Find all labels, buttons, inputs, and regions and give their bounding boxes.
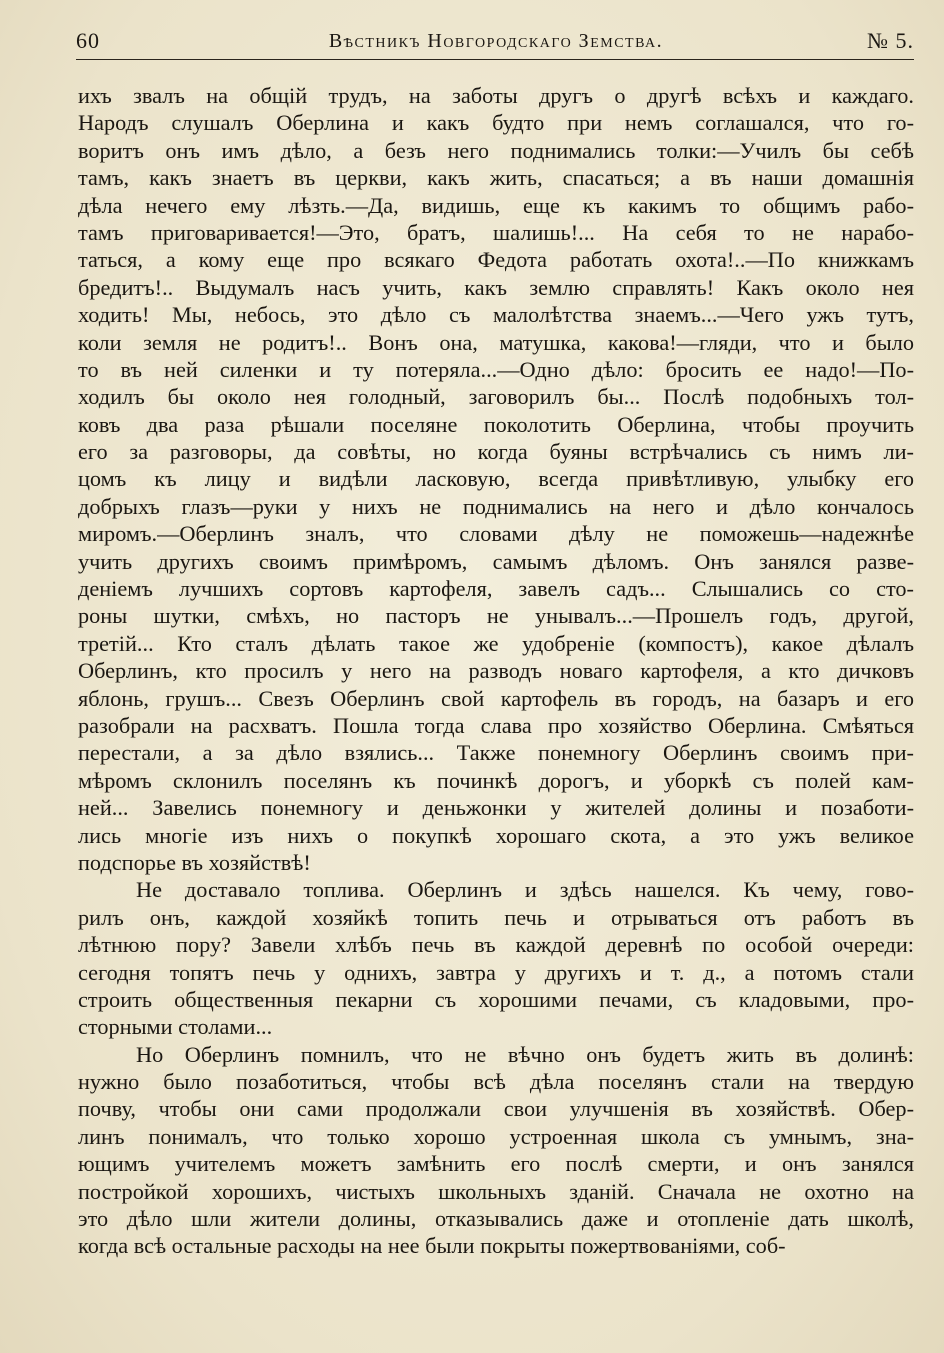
header-rule bbox=[76, 59, 914, 60]
body-text bbox=[78, 82, 914, 1260]
text-line: воритъ онъ имъ дѣло, а безъ него поднимались толки:—Училъ бы себѣ bbox=[78, 137, 914, 163]
text-line: рилъ онъ, каждой хозяйкѣ топить печь и отрываться отъ работъ въ bbox=[78, 904, 914, 930]
text-line: дѣла нечего ему лѣзть.—Да, видишь, еще къ какимъ то общимъ рабо- bbox=[78, 192, 914, 218]
text-line: учить другихъ своимъ примѣромъ, самымъ дѣломъ. Онъ занялся разве- bbox=[78, 548, 914, 574]
text-line: ней... Завелись понемногу и деньжонки у жителей долины и позаботи- bbox=[78, 795, 914, 821]
text-line: ходить! Мы, небось, это дѣло съ малолѣтства знаемъ...—Чего ужъ тутъ, bbox=[78, 302, 914, 328]
running-header bbox=[76, 26, 916, 56]
text-line: то въ ней силенки и ту потеряла...—Одно дѣло: бросить ее надо!—По- bbox=[78, 356, 914, 382]
text-line: коли земля не родитъ!.. Вонъ она, матушка, какова!—гляди, что и было bbox=[78, 329, 914, 355]
text-line: это дѣло шли жители долины, отказывались даже и отопленіе дать школѣ, bbox=[78, 1206, 914, 1232]
text-line: подспорье въ хозяйствѣ! bbox=[78, 849, 311, 875]
page-number: 60 bbox=[76, 28, 100, 53]
text-line: лись многіе изъ нихъ о покупкѣ хорошаго скота, а это ужъ великое bbox=[78, 822, 914, 848]
text-line: линъ понималъ, что только хорошо устроенная школа съ умнымъ, зна- bbox=[78, 1123, 914, 1149]
text-line: тамъ, какъ знаетъ въ церкви, какъ жить, спасаться; а въ наши домашнія bbox=[78, 165, 914, 191]
paragraph bbox=[78, 876, 914, 1040]
text-line: нужно было позаботиться, чтобы всѣ дѣла поселянъ стали на твердую bbox=[78, 1069, 914, 1095]
text-line: его за разговоры, да совѣты, но когда буяны встрѣчались съ нимъ ли- bbox=[78, 439, 914, 465]
text-line: Не доставало топлива. Оберлинъ и здѣсь нашелся. Къ чему, гово- bbox=[136, 877, 914, 903]
text-line: добрыхъ глазъ—руки у нихъ не поднимались на него и дѣло кончалось bbox=[78, 493, 914, 519]
text-line: мѣромъ склонилъ поселянъ къ починкѣ дорогъ, и уборкѣ съ полей кам- bbox=[78, 767, 914, 793]
text-line: Но Оберлинъ помнилъ, что не вѣчно онъ будетъ жить въ долинѣ: bbox=[136, 1041, 914, 1067]
text-line: таться, а кому еще про всякаго Федота работать охота!..—По книжкамъ bbox=[78, 247, 914, 273]
text-line: цомъ къ лицу и видѣли ласковую, всегда привѣтливую, улыбку его bbox=[78, 466, 914, 492]
text-line: сегодня топятъ печь у однихъ, завтра у другихъ и т. д., а потомъ стали bbox=[78, 959, 914, 985]
text-line: ющимъ учителемъ можетъ замѣнить его послѣ смерти, и онъ занялся bbox=[78, 1151, 914, 1177]
text-line: третій... Кто сталъ дѣлать такое же удобреніе (компостъ), какое дѣлалъ bbox=[78, 630, 914, 656]
text-line: роны шутки, смѣхъ, но пасторъ не унывалъ...—Прошелъ годъ, другой, bbox=[78, 603, 914, 629]
text-line: ходилъ бы около нея голодный, заговорилъ бы... Послѣ подобныхъ тол- bbox=[78, 384, 914, 410]
text-line: ковъ два раза рѣшали поселяне поколотить Оберлина, чтобы проучить bbox=[78, 411, 914, 437]
text-line: сторными столами... bbox=[78, 1014, 273, 1040]
journal-title: Вѣстникъ Новгородскаго Земства. bbox=[328, 30, 664, 52]
text-line: миромъ.—Оберлинъ зналъ, что словами дѣлу не поможешь—надежнѣе bbox=[78, 521, 914, 547]
text-line: перестали, а за дѣло взялись... Также понемногу Оберлинъ своимъ при- bbox=[78, 740, 914, 766]
text-line: тамъ приговаривается!—Это, братъ, шалишь!... На себя то не нарабо- bbox=[78, 219, 914, 245]
text-line: Народъ слушалъ Оберлина и какъ будто при немъ соглашался, что го- bbox=[78, 110, 914, 136]
text-line: яблонь, грушъ... Свезъ Оберлинъ свой картофель въ городъ, на базаръ и его bbox=[78, 685, 914, 711]
issue-number: № 5. bbox=[867, 28, 914, 53]
text-line: разобрали на расхватъ. Пошла тогда слава про хозяйство Оберлина. Смѣяться bbox=[78, 712, 914, 738]
paragraph bbox=[78, 82, 914, 876]
text-line: почву, чтобы они сами продолжали свои улучшенія въ хозяйствѣ. Обер- bbox=[78, 1096, 914, 1122]
text-line: строить общественныя пекарни съ хорошими печами, съ кладовыми, про- bbox=[78, 986, 914, 1012]
text-line: бредитъ!.. Выдумалъ насъ учить, какъ землю справлять! Какъ около нея bbox=[78, 274, 914, 300]
text-line: лѣтнюю пору? Завели хлѣбъ печь въ каждой деревнѣ по особой очереди: bbox=[78, 932, 914, 958]
text-line: деніемъ лучшихъ сортовъ картофеля, завелъ садъ... Слышались со сто- bbox=[78, 576, 914, 602]
text-line: ихъ звалъ на общій трудъ, на заботы другъ о другѣ всѣхъ и каждаго. bbox=[78, 83, 914, 108]
text-line: Оберлинъ, кто просилъ у него на разводъ новаго картофеля, а кто дичковъ bbox=[78, 658, 914, 684]
paragraph bbox=[78, 1041, 914, 1260]
text-line: когда всѣ остальные расходы на нее были покрыты пожертвованіями, соб- bbox=[78, 1233, 786, 1259]
text-line: постройкой хорошихъ, чистыхъ школьныхъ зданій. Сначала не охотно на bbox=[78, 1178, 914, 1204]
